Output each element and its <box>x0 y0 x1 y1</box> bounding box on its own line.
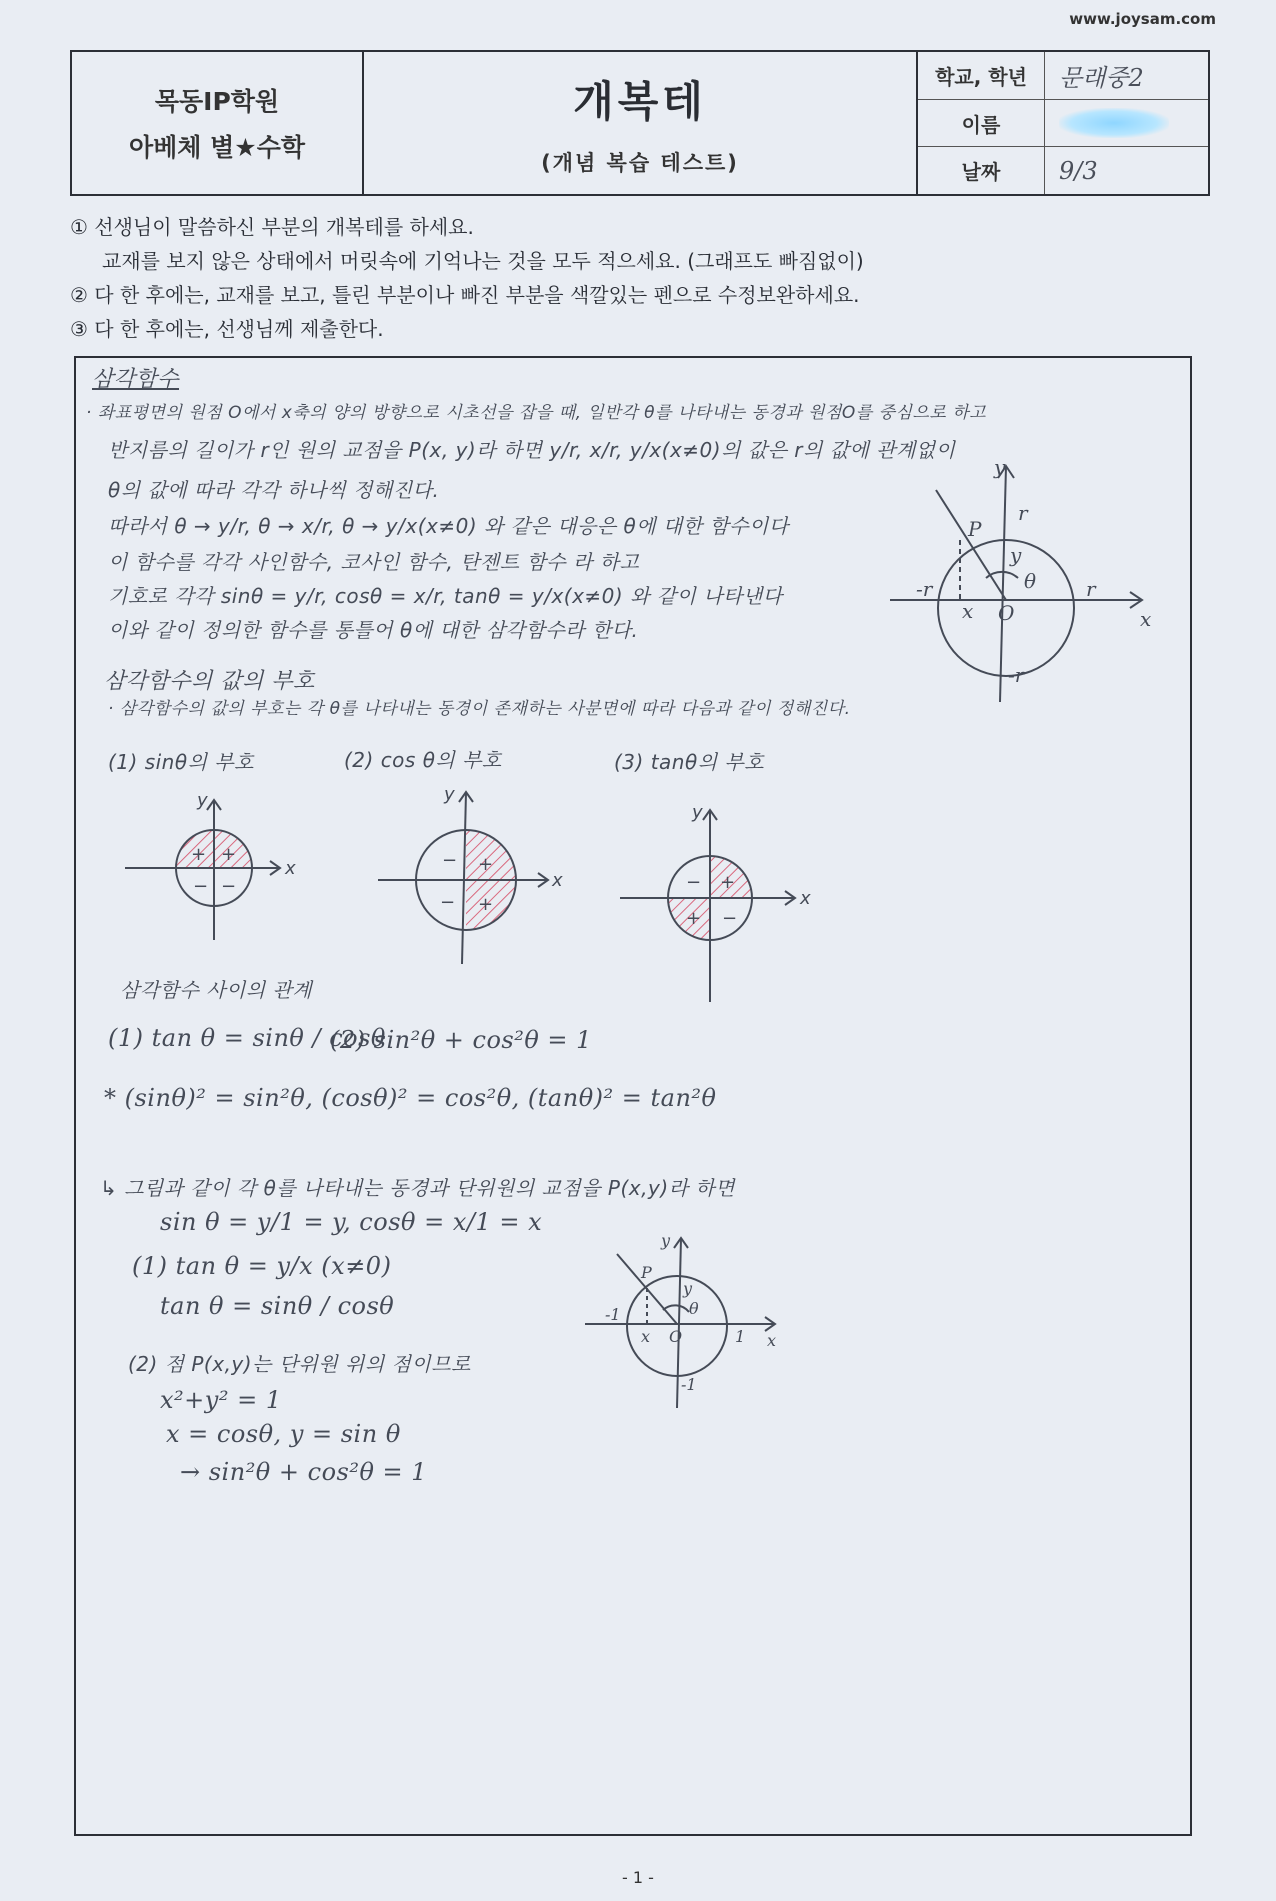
instruction-2: ② 다 한 후에는, 교재를 보고, 틀린 부분이나 빠진 부분을 색깔있는 펜으로 수정보완하세요. <box>70 283 860 307</box>
sign-description: · 삼각함수의 값의 부호는 각 θ를 나타내는 동경이 존재하는 사분면에 따라 다음과 같이 정해진다. <box>108 699 851 719</box>
label-r-right: r <box>1086 577 1096 601</box>
site-url: www.joysam.com <box>1069 10 1216 28</box>
label-one: 1 <box>735 1327 746 1346</box>
academy-cell <box>72 52 364 194</box>
tan-sign-label: (3) tanθ의 부호 <box>614 750 765 774</box>
label-neg-r-left: -r <box>916 577 933 601</box>
label-y-axis: y <box>994 455 1006 479</box>
q1-sign: + <box>720 872 736 893</box>
instructions <box>70 210 1210 346</box>
student-info <box>918 52 1208 194</box>
proof-line-4: (2) 점 P(x,y)는 단위원 위의 점이므로 <box>128 1352 471 1376</box>
q4-sign: − <box>221 876 237 897</box>
date-row <box>918 147 1208 194</box>
label-p: P <box>968 517 982 541</box>
y-axis <box>462 792 466 964</box>
label-y: y <box>1010 543 1022 567</box>
tan-sign-figure <box>620 804 815 1004</box>
q2-sign: − <box>686 872 702 893</box>
sin-sign-figure <box>125 792 310 942</box>
definition-line-6: 기호로 각각 sinθ = y/r, cosθ = x/r, tanθ = y/x(x≠0) 와 같이 나타낸다 <box>108 584 783 608</box>
academy-name: 목동IP학원 <box>154 87 280 116</box>
unit-circle-figure <box>585 1232 785 1412</box>
worksheet-subtitle: (개념 복습 테스트) <box>541 151 739 175</box>
label-theta: θ <box>689 1299 699 1318</box>
terminal-side <box>936 490 1006 600</box>
label-x: x <box>641 1327 651 1346</box>
definition-line-4: 따라서 θ → y/r, θ → x/r, θ → y/x(x≠0) 와 같은 대응은 θ에 대한 함수이다 <box>108 514 789 538</box>
school-grade-value: 문래중2 <box>1059 63 1144 92</box>
worksheet-title: 개복테 <box>573 77 707 126</box>
q2-sign: − <box>442 850 458 871</box>
q4-sign: + <box>478 894 494 915</box>
proof-line-3: tan θ = sinθ / cosθ <box>160 1292 395 1320</box>
y-axis <box>1000 466 1006 702</box>
y-label: y <box>692 802 703 823</box>
definition-line-1: · 좌표평면의 원점 O에서 x축의 양의 방향으로 시초선을 잡을 때, 일반각 θ를 나타내는 동경과 원점O를 중심으로 하고 <box>86 403 987 423</box>
label-y-axis: y <box>661 1231 671 1250</box>
proof-line-5: x²+y² = 1 <box>160 1386 282 1414</box>
date-value: 9/3 <box>1059 156 1098 185</box>
school-grade-label: 학교, 학년 <box>918 52 1045 99</box>
instruction-3: ③ 다 한 후에는, 선생님께 제출한다. <box>70 317 384 341</box>
page-number: - 1 - <box>622 1868 654 1887</box>
label-neg-r-bottom: -r <box>1008 663 1025 687</box>
definition-line-7: 이와 같이 정의한 함수를 통틀어 θ에 대한 삼각함수라 한다. <box>108 618 639 642</box>
label-p: P <box>641 1263 652 1282</box>
title-cell <box>364 52 918 194</box>
q1-sign: + <box>221 844 237 865</box>
notes-heading: 삼각함수 <box>92 367 180 392</box>
name-row <box>918 100 1208 148</box>
definition-line-2: 반지름의 길이가 r인 원의 교점을 P(x, y)라 하면 y/r, x/r, y/x(x≠0)의 값은 r의 값에 관계없이 <box>108 438 956 462</box>
sign-heading: 삼각함수의 값의 부호 <box>104 669 315 694</box>
instruction-1: ① 선생님이 말씀하신 부분의 개복테를 하세요. <box>70 215 474 239</box>
proof-intro: ↳ 그림과 같이 각 θ를 나타내는 동경과 단위원의 교점을 P(x,y)라 하면 <box>100 1176 735 1200</box>
relation-2: (2) sin²θ + cos²θ = 1 <box>330 1026 592 1054</box>
date-label: 날짜 <box>918 147 1045 194</box>
note-squared: * (sinθ)² = sin²θ, (cosθ)² = cos²θ, (tanθ)² = tan²θ <box>104 1084 717 1112</box>
relation-heading: 삼각함수 사이의 관계 <box>120 978 313 1002</box>
q1-sign: + <box>478 854 494 875</box>
x-label: x <box>552 870 563 891</box>
instruction-1-detail: 교재를 보지 않은 상태에서 머릿속에 기억나는 것을 모두 적으세요. (그래프도 빠짐없이) <box>102 249 864 273</box>
name-value <box>1045 100 1208 147</box>
proof-line-1: sin θ = y/1 = y, cosθ = x/1 = x <box>160 1208 543 1236</box>
label-x-axis: x <box>767 1331 777 1350</box>
class-name: 아베체 별★수학 <box>128 133 306 162</box>
cos-sign-label: (2) cos θ의 부호 <box>344 748 502 772</box>
worksheet-header <box>70 50 1210 196</box>
y-label: y <box>444 784 455 805</box>
label-neg-one-left: -1 <box>605 1305 621 1324</box>
relation-1: (1) tan θ = sinθ / cosθ <box>108 1024 386 1052</box>
proof-line-6: x = cosθ, y = sin θ <box>166 1420 401 1448</box>
label-origin: O <box>998 601 1015 625</box>
label-theta: θ <box>1024 569 1037 593</box>
x-label: x <box>285 858 296 879</box>
proof-line-2: (1) tan θ = y/x (x≠0) <box>132 1252 392 1280</box>
label-r-axis: r <box>1018 501 1028 525</box>
x-label: x <box>800 888 811 909</box>
sin-sign-label: (1) sinθ의 부호 <box>108 750 254 774</box>
label-origin: O <box>669 1327 683 1346</box>
cos-sign-figure <box>378 786 573 966</box>
label-y: y <box>683 1279 693 1298</box>
label-neg-one-bottom: -1 <box>681 1375 697 1394</box>
q2-sign: + <box>191 844 207 865</box>
label-x: x <box>962 599 974 623</box>
definition-line-5: 이 함수를 각각 사인함수, 코사인 함수, 탄젠트 함수 라 하고 <box>108 550 640 574</box>
label-x-axis: x <box>1140 607 1152 631</box>
proof-line-7: → sin²θ + cos²θ = 1 <box>180 1458 428 1486</box>
redacted-name <box>1059 108 1169 138</box>
school-grade-row <box>918 52 1208 100</box>
q4-sign: − <box>722 908 738 929</box>
q3-sign: + <box>686 908 702 929</box>
circle <box>627 1276 727 1376</box>
name-label: 이름 <box>918 100 1045 147</box>
definition-line-3: θ의 값에 따라 각각 하나씩 정해진다. <box>108 478 440 502</box>
radius-r-circle-figure <box>890 455 1160 710</box>
y-label: y <box>197 790 208 811</box>
q3-sign: − <box>440 892 456 913</box>
q3-sign: − <box>193 876 209 897</box>
